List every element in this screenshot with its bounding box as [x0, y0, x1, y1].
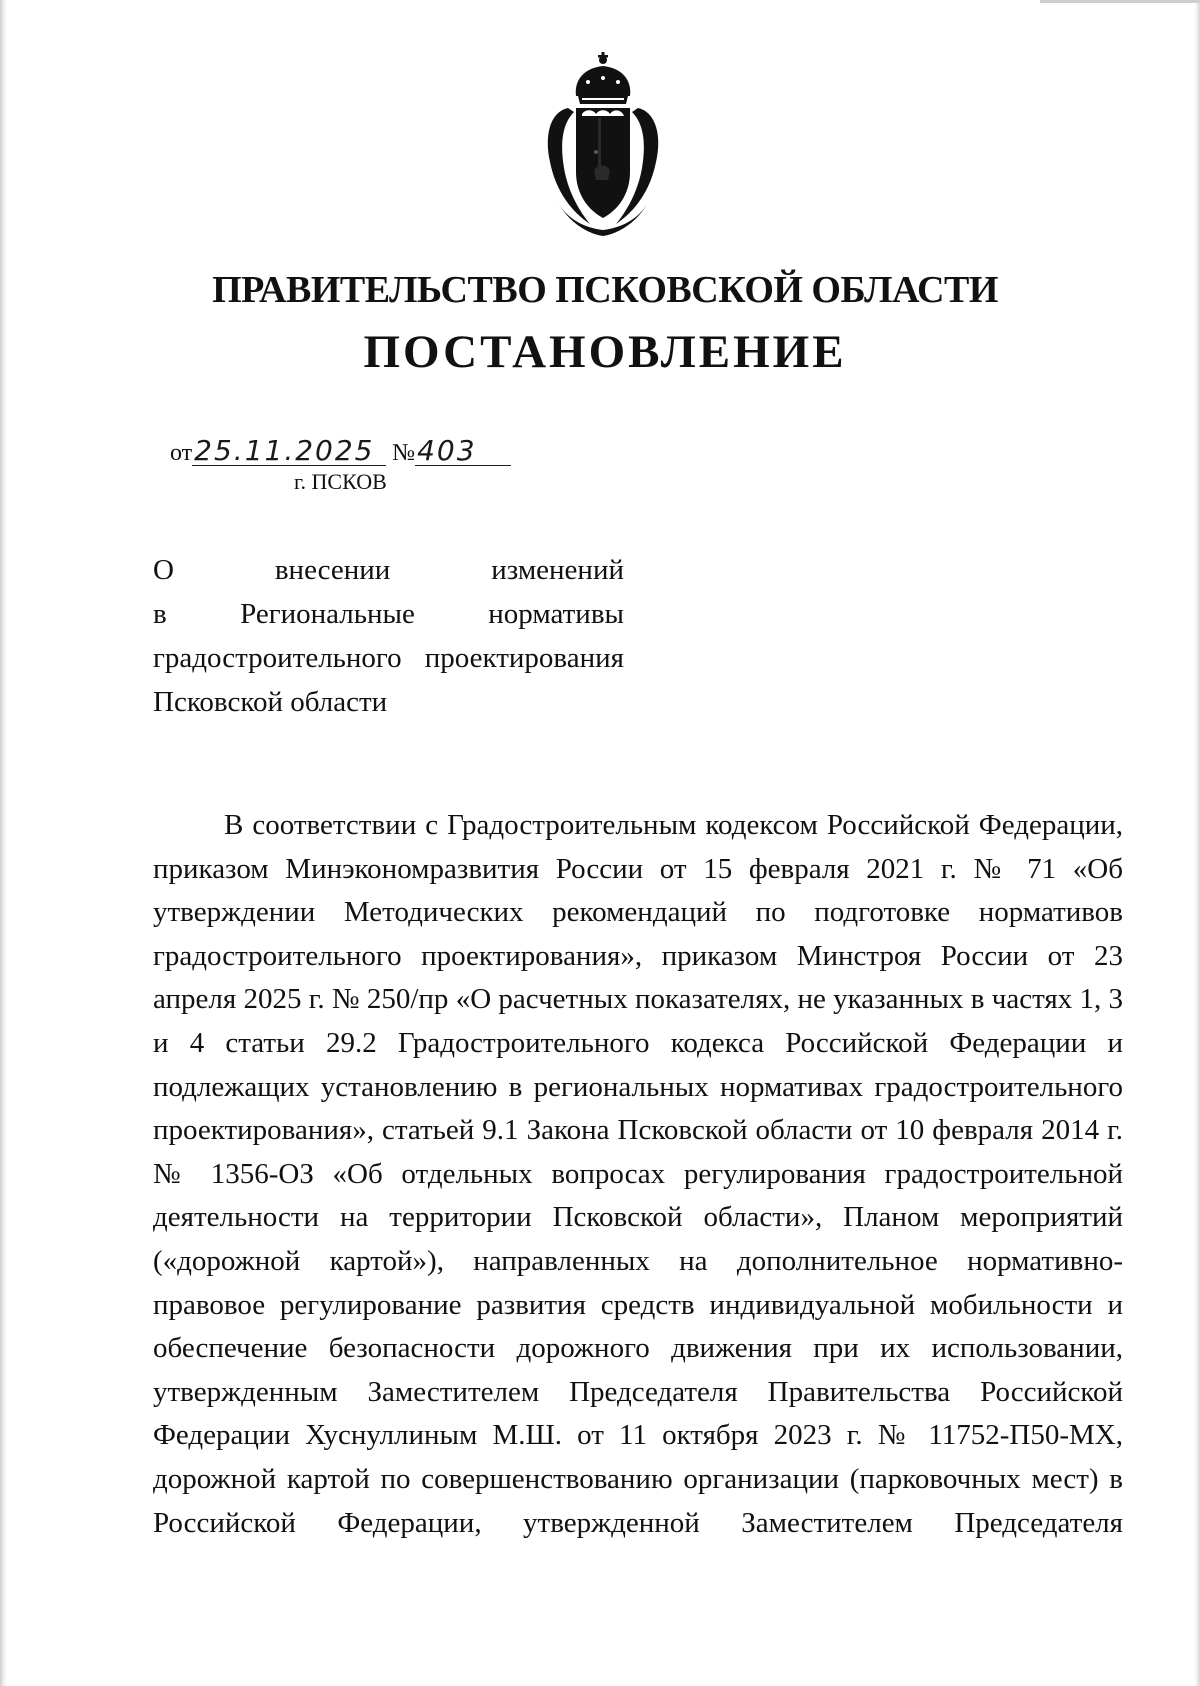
- subject-line: в Региональные нормативы: [153, 598, 624, 630]
- scan-edge-top: [1040, 0, 1200, 3]
- city-label: г. ПСКОВ: [294, 469, 387, 494]
- organization-title: ПРАВИТЕЛЬСТВО ПСКОВСКОЙ ОБЛАСТИ: [212, 269, 998, 311]
- pskov-coat-of-arms-icon: [528, 52, 678, 242]
- subject-line: градостроительного проектирования: [153, 642, 624, 674]
- number-prefix: №: [392, 440, 416, 466]
- date-number-line: [170, 434, 511, 467]
- document-type-title: ПОСТАНОВЛЕНИЕ: [363, 326, 847, 378]
- handwritten-number: 403: [415, 437, 511, 466]
- handwritten-date: 25.11.2025: [192, 437, 386, 466]
- scan-edge-right: [1194, 0, 1200, 1686]
- resolution-subject: [153, 548, 624, 724]
- date-prefix: от: [170, 440, 193, 466]
- scan-edge-left: [0, 0, 7, 1686]
- subject-line: Псковской области: [153, 686, 388, 718]
- body-paragraph: В соответствии с Градостроительным кодексом Российской Федерации, приказом Минэкономразвития России от 15 февраля 2021 г. № 71 «Об утверждении Методических рекомендаций по подготовке нормативов градостроительного проектирования», приказом Минстроя России от 23 апреля 2025 г. № 250/пр «О расчетных показателях, не указанных в частях 1, 3 и 4 статьи 29.2 Градостроительного кодекса Российской Федерации и подлежащих установлению в региональных нормативах градостроительного проектирования», статьей 9.1 Закона Псковской области от 10 февраля 2014 г. № 1356-ОЗ «Об отдельных вопросах регулирования градостроительной деятельности на территории Псковской области», Планом мероприятий («дорожной картой»), направленных на дополнительное нормативно-правовое регулирование развития средств индивидуальной мобильности и обеспечение безопасности дорожного движения при их использовании, утвержденным Заместителем Председателя Правительства Российской Федерации Хуснуллиным М.Ш. от 11 октября 2023 г. № 11752-П50-МХ, дорожной картой по совершенствованию организации (парковочных мест) в Российской Федерации, утвержденной Заместителем Председателя: [153, 809, 1123, 1539]
- subject-line: О внесении изменений: [153, 554, 624, 586]
